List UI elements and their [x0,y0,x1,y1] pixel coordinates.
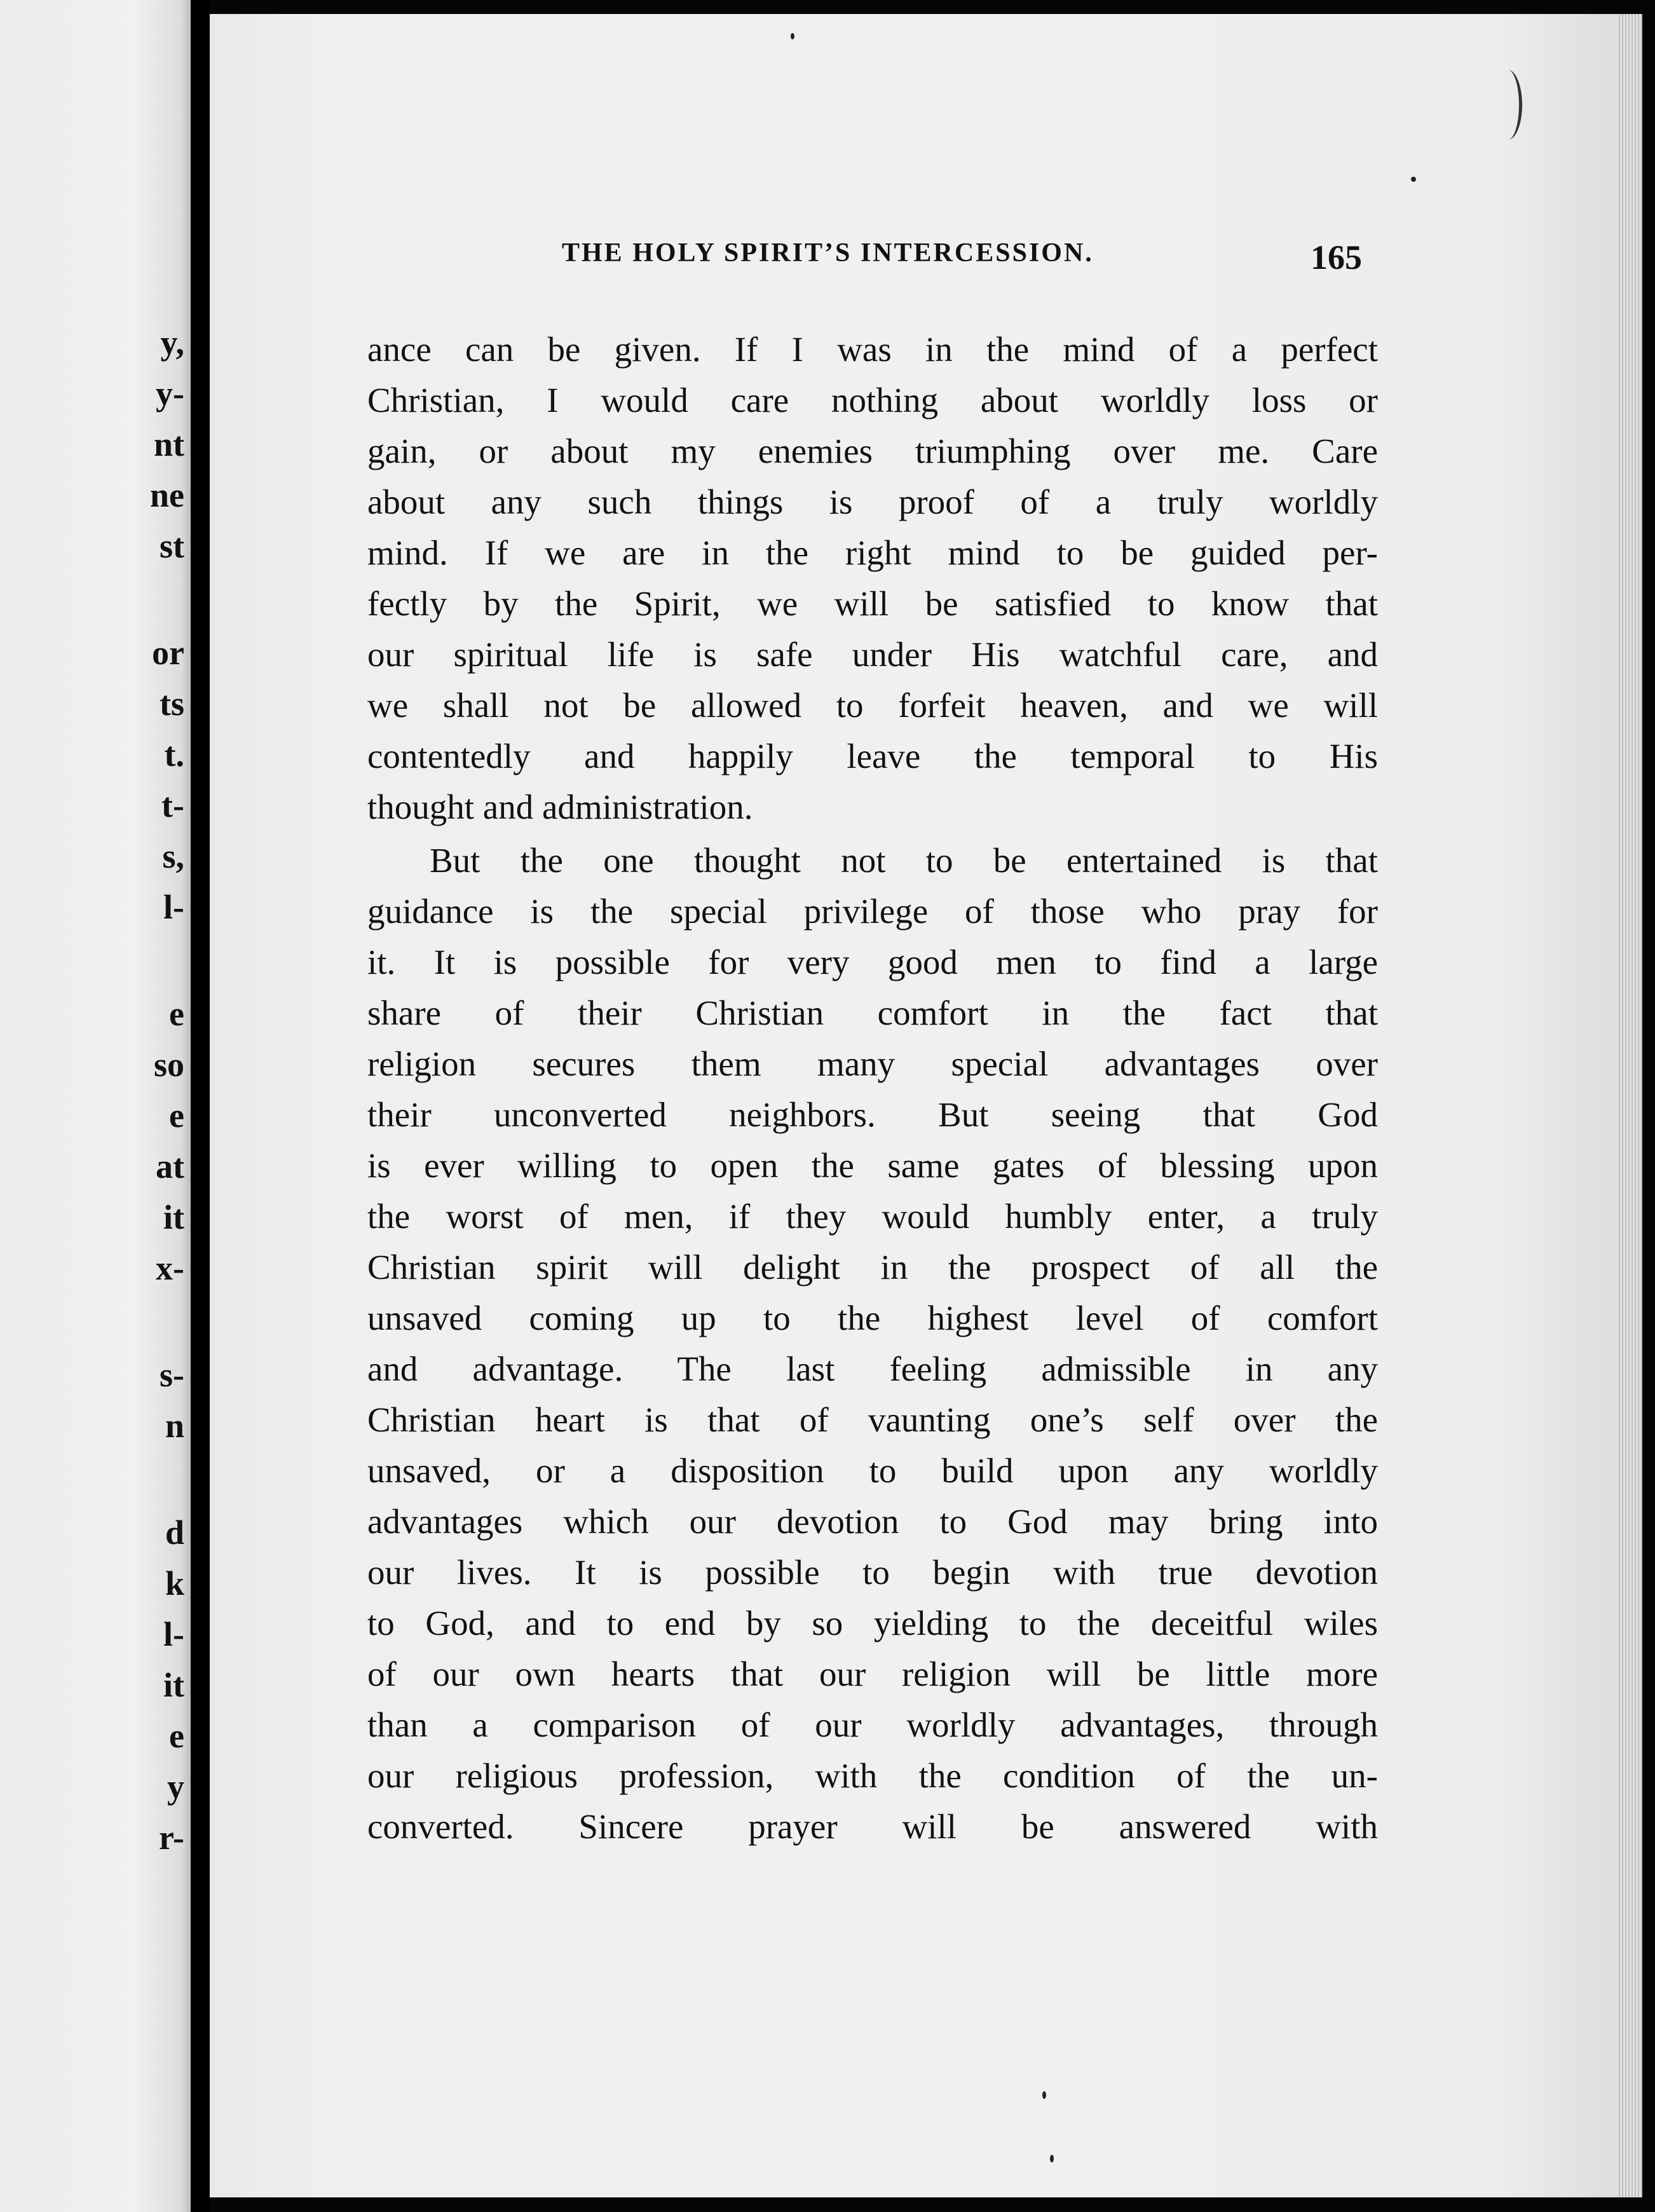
left-margin-text: st [160,527,184,565]
body-text-line: unsaved coming up to the highest level of comfort [367,1299,1378,1337]
left-margin-text: k [165,1564,184,1602]
left-margin-text: x- [156,1249,184,1287]
left-margin-text: s, [162,837,184,875]
left-margin-text: it [163,1666,184,1704]
body-text-line: to God, and to end by so yielding to the deceitful wiles [367,1604,1378,1642]
body-text-line: share of their Christian comfort in the fact that [367,993,1378,1032]
left-margin-text: s- [160,1356,184,1394]
body-text-line: advantages which our devotion to God may bring into [367,1502,1378,1541]
body-text-line: than a comparison of our worldly advantages, through [367,1705,1378,1744]
body-text-line: contentedly and happily leave the temporal to His [367,737,1378,775]
body-text-line: thought and administration. [367,788,753,826]
body-text-line: guidance is the special privilege of those who pray for [367,892,1378,931]
body-text-line: Christian heart is that of vaunting one’s self over the [367,1400,1378,1439]
left-margin-text: y- [156,374,184,413]
body-text-line: Christian spirit will delight in the prospect of all the [367,1248,1378,1287]
body-text-line: religion secures them many special advantages over [367,1044,1378,1083]
left-margin-text: d [165,1513,184,1552]
body-text-line: our religious profession, with the condition of the un- [367,1756,1378,1795]
body-text-line: the worst of men, if they would humbly enter, a truly [367,1197,1378,1236]
body-text-line: it. It is possible for very good men to find a large [367,943,1378,981]
left-margin-text: t. [164,735,184,774]
body-text-line: their unconverted neighbors. But seeing that God [367,1095,1378,1134]
scan-speck [1411,177,1416,182]
left-margin-text: nt [153,425,184,463]
body-text-line: Christian, I would care nothing about worldly loss or [367,381,1378,420]
left-margin-text: t- [161,786,184,824]
left-margin-text: y [167,1768,184,1806]
left-margin-text: ne [150,476,184,514]
body-text-line: and advantage. The last feeling admissible in any [367,1349,1378,1388]
scan-speck [791,33,794,39]
left-margin-text: or [152,634,184,672]
body-text-line: But the one thought not to be entertained is that [430,841,1378,880]
scan-speck [1042,2091,1046,2099]
running-head-title: THE HOLY SPIRIT’S INTERCESSION. [562,238,1094,268]
left-margin-text: n [165,1407,184,1445]
body-text-line: ance can be given. If I was in the mind of a perfect [367,330,1378,369]
left-margin-text: l- [163,888,184,926]
body-text-line: unsaved, or a disposition to build upon any worldly [367,1451,1378,1490]
left-margin-text: e [169,1717,184,1755]
left-margin-text: ts [160,685,184,723]
left-margin-text: e [169,995,184,1033]
page-number: 165 [1311,238,1362,276]
scan-artifact-mark [1494,70,1522,140]
left-page-fragment [0,0,191,2212]
body-text-line: gain, or about my enemies triumphing over me. Care [367,432,1378,470]
left-margin-text: it [163,1198,184,1236]
body-text-line: converted. Sincere prayer will be answered with [367,1807,1378,1846]
left-margin-text: e [169,1096,184,1135]
body-text-line: about any such things is proof of a truly worldly [367,482,1378,521]
book-gutter [191,0,210,2212]
body-text-line: our spiritual life is safe under His watchful care, and [367,635,1378,674]
left-margin-text: l- [163,1615,184,1653]
scan-speck [1050,2155,1054,2162]
body-text-line: is ever willing to open the same gates of blessing upon [367,1146,1378,1185]
left-margin-text: so [153,1046,184,1084]
body-text-line: mind. If we are in the right mind to be guided per- [367,533,1378,572]
body-text-line: we shall not be allowed to forfeit heaven, and we will [367,686,1378,725]
body-text-line: fectly by the Spirit, we will be satisfied to know that [367,584,1378,623]
body-text-line: our lives. It is possible to begin with true devotion [367,1553,1378,1592]
body-text-line: of our own hearts that our religion will be little more [367,1655,1378,1693]
left-margin-text: y, [160,324,184,362]
left-margin-text: at [156,1147,184,1185]
left-margin-text: r- [159,1819,184,1857]
page-edge [1617,14,1642,2197]
